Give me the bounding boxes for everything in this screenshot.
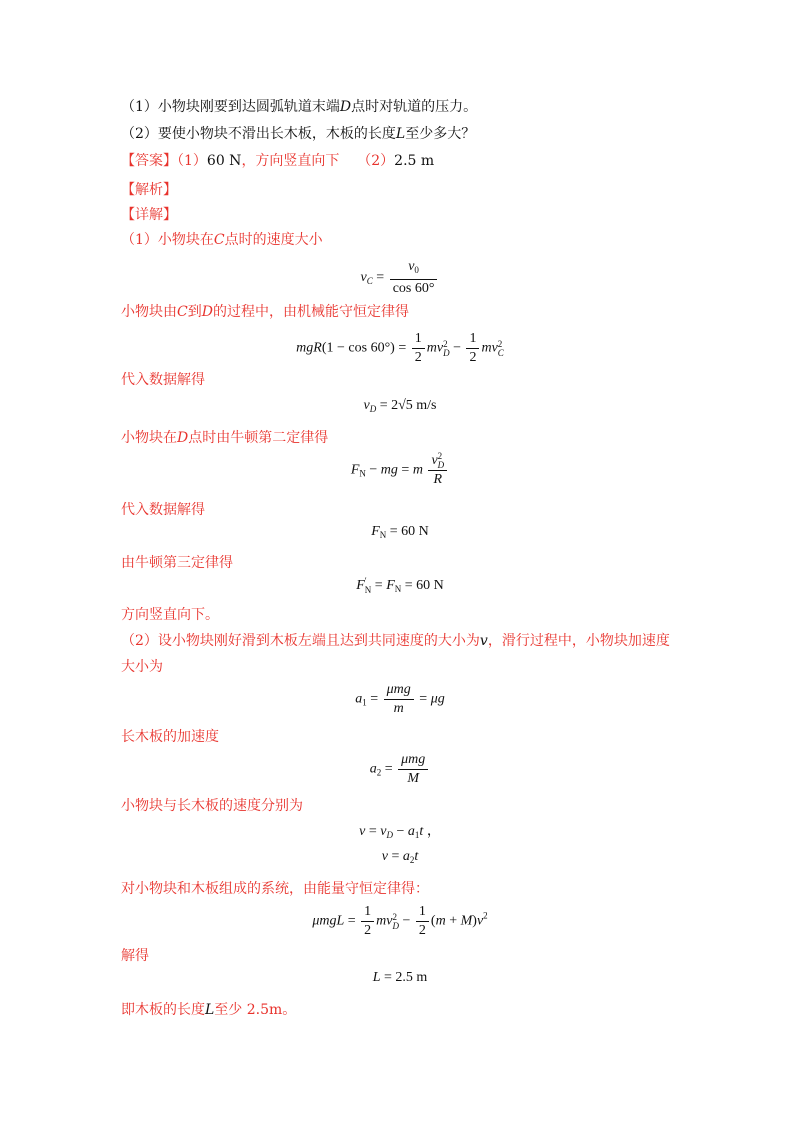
analysis-heading: 【解析】 <box>121 182 177 198</box>
equation-energy-system: μmgL = $\frac{1}{2}$ mv 2 D − $\frac{1}{2}$ $(m + M)v^2$ <box>312 904 488 938</box>
equation-vd: $v_D = 2√5$ m/s <box>363 398 437 414</box>
equation-v-block: $v = v_D - a_1t$ ， <box>359 824 441 840</box>
equation-newton2: $F_N$ − mg = m v 2 D R <box>0 452 800 489</box>
equation-L: L = 2.5 m <box>372 970 428 985</box>
answer-1-value: 60 N <box>206 153 242 169</box>
var-l: L <box>395 126 406 142</box>
step-2-text: 小物块由C到D的过程中，由机械能守恒定律得 <box>121 304 409 320</box>
answer-line: 【答案】（1）60 N，方向竖直向下 （2）2.5 m <box>121 153 435 169</box>
var-d: D <box>339 99 352 115</box>
detail-heading: 【详解】 <box>121 207 177 223</box>
step-1-text: （1）小物块在C点时的速度大小 <box>121 232 323 248</box>
equation-a2: $a_2$ = $\frac{\text{μmg}}{M}$ <box>0 751 800 788</box>
step-12-text: 解得 <box>121 948 149 964</box>
step-7-text: 方向竖直向下。 <box>121 607 219 623</box>
equation-a1: $a_1$ = $\frac{\text{μmg}}{m}$ = μg <box>355 682 445 716</box>
answer-2-value: 2.5 m <box>394 153 435 169</box>
question-1: （1）小物块刚要到达圆弧轨道末端D点时对轨道的压力。 <box>121 99 478 115</box>
step-6-text: 由牛顿第三定律得 <box>121 555 233 571</box>
equation-energy-cd: mgR(1 − cos 60°) = $\frac{1}{2}$ mv 2 D − $\frac{1}{2}$ mv 2 C <box>296 331 504 365</box>
step-4-text: 小物块在D点时由牛顿第二定律得 <box>121 430 329 446</box>
step-5-text: 代入数据解得 <box>121 502 205 518</box>
equation-vc: $v_C$ = $\frac{v_0}{\cos 60^\circ}$ <box>0 258 800 298</box>
step-9-text: 长木板的加速度 <box>121 729 219 745</box>
step-11-text: 对小物块和木板组成的系统，由能量守恒定律得： <box>121 881 429 897</box>
step-8-text: （2）设小物块刚好滑到木板左端且达到共同速度的大小为v，滑行过程中，小物块加速度 <box>121 633 670 649</box>
step-8-text-cont: 大小为 <box>121 659 163 675</box>
equation-fn: $F_N = 60$ N <box>371 524 429 540</box>
equation-newton3: F ′ N = $F_N = 60$ N <box>356 576 444 595</box>
step-13-text: 即木板的长度L至少 2.5m。 <box>121 1002 297 1018</box>
question-2: （2）要使小物块不滑出长木板，木板的长度L至少多大？ <box>121 126 476 142</box>
equation-v-board: $v = a_2t$ <box>381 849 419 865</box>
step-3-text: 代入数据解得 <box>121 372 205 388</box>
step-10-text: 小物块与长木板的速度分别为 <box>121 798 303 814</box>
